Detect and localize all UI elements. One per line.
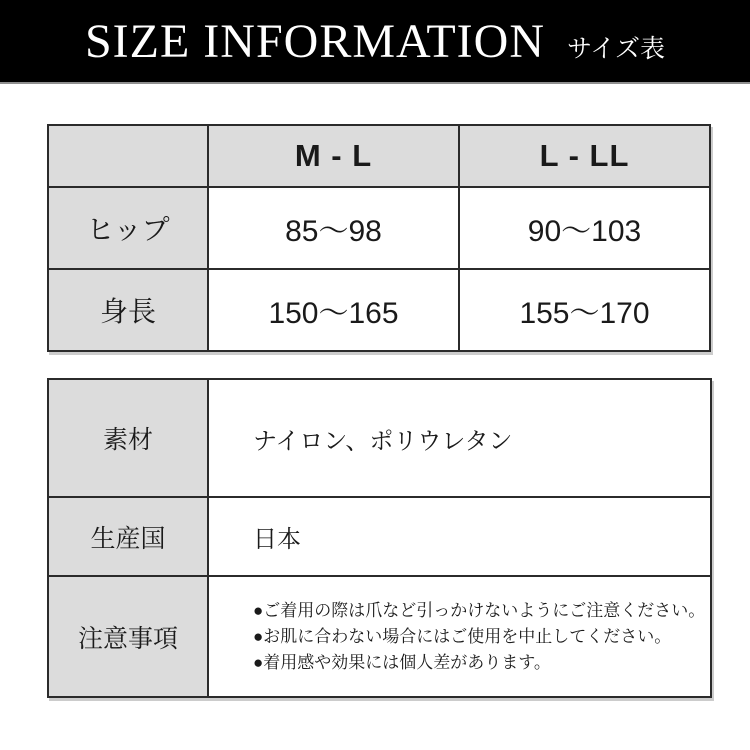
- hip-value-ml: 85〜98: [208, 187, 459, 269]
- row-label-notes: 注意事項: [48, 576, 208, 697]
- size-table: [47, 124, 711, 352]
- size-table-row-height: [48, 269, 710, 351]
- notes-list: [208, 576, 711, 697]
- header-banner: [0, 0, 750, 84]
- height-value-ml: 150〜165: [208, 269, 459, 351]
- size-table-header-row: [48, 125, 710, 187]
- row-label-material: 素材: [48, 379, 208, 497]
- note-line-1: ●ご着用の際は爪など引っかけないようにご注意ください。: [253, 600, 706, 620]
- note-line-2: ●お肌に合わない場合にはご使用を中止してください。: [253, 626, 672, 646]
- details-table: [47, 378, 712, 698]
- row-label-height: 身長: [48, 269, 208, 351]
- page-title-english: SIZE INFORMATION: [84, 15, 545, 68]
- height-value-lll: 155〜170: [459, 269, 710, 351]
- country-value: 日本: [208, 497, 711, 576]
- size-column-header-ml: M - L: [208, 125, 459, 187]
- note-line-3: ●着用感や効果には個人差があります。: [253, 652, 551, 672]
- details-row-material: [48, 379, 711, 497]
- details-row-notes: [48, 576, 711, 697]
- row-label-country: 生産国: [48, 497, 208, 576]
- size-column-header-lll: L - LL: [459, 125, 710, 187]
- material-value: ナイロン、ポリウレタン: [208, 379, 711, 497]
- hip-value-lll: 90〜103: [459, 187, 710, 269]
- page-title-japanese: サイズ表: [566, 35, 665, 63]
- size-table-row-hip: [48, 187, 710, 269]
- size-table-corner-cell: [48, 125, 208, 187]
- row-label-hip: ヒップ: [48, 187, 208, 269]
- details-row-country: [48, 497, 711, 576]
